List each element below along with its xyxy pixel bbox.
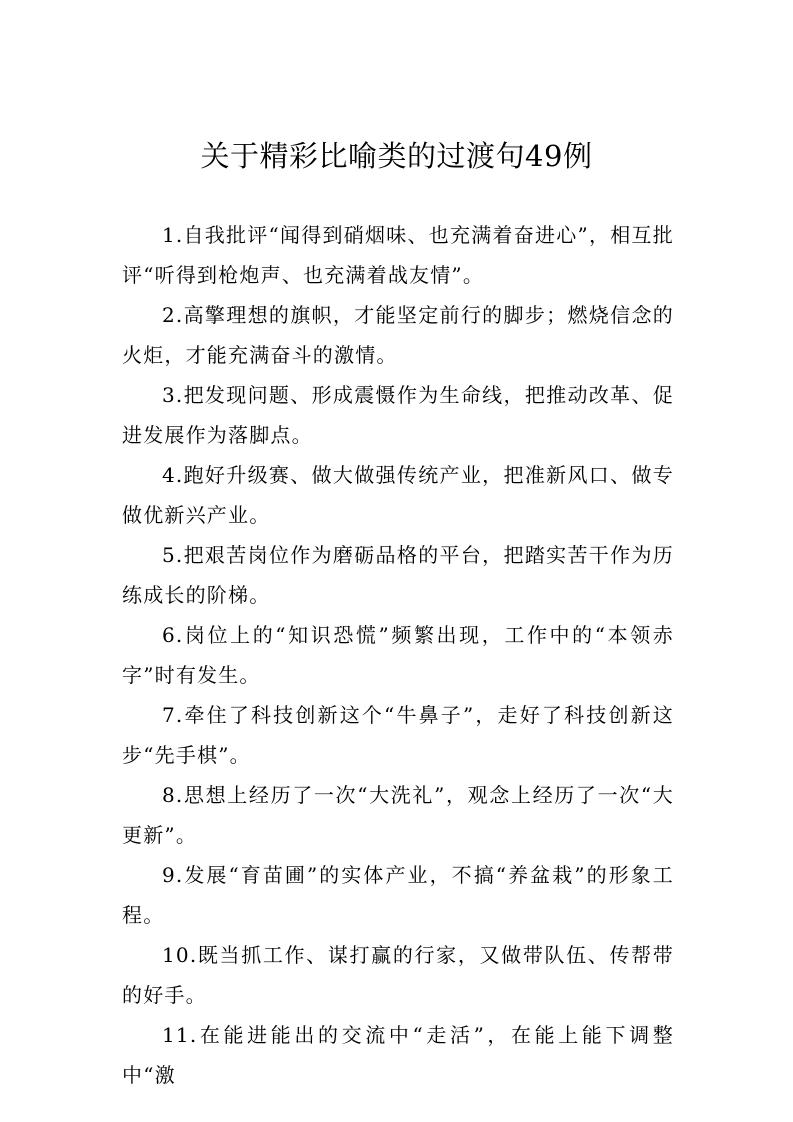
paragraph-9: 9.发展“育苗圃”的实体产业，不搞“养盆栽”的形象工程。 [122,863,674,927]
paragraph-2: 2.高擎理想的旗帜，才能坚定前行的脚步；燃烧信念的火炬，才能充满奋斗的激情。 [122,303,674,367]
document-title: 关于精彩比喻类的过渡句49例 [200,139,593,173]
paragraph-3: 3.把发现问题、形成震慑作为生命线，把推动改革、促进发展作为落脚点。 [122,383,674,447]
paragraph-6: 6.岗位上的“知识恐慌”频繁出现，工作中的“本领赤字”时有发生。 [122,623,674,687]
paragraph-10: 10.既当抓工作、谋打赢的行家，又做带队伍、传帮带的好手。 [122,943,674,1007]
paragraph-5: 5.把艰苦岗位作为磨砺品格的平台，把踏实苦干作为历练成长的阶梯。 [122,543,674,607]
paragraph-4: 4.跑好升级赛、做大做强传统产业，把准新风口、做专做优新兴产业。 [122,463,674,527]
paragraph-11: 11.在能进能出的交流中“走活”，在能上能下调整中“激 [122,1023,674,1087]
paragraph-8: 8.思想上经历了一次“大洗礼”，观念上经历了一次“大更新”。 [122,783,674,847]
paragraph-7: 7.牵住了科技创新这个“牛鼻子”，走好了科技创新这步“先手棋”。 [122,703,674,767]
document-body [122,215,674,1095]
paragraph-1: 1.自我批评“闻得到硝烟味、也充满着奋进心”，相互批评“听得到枪炮声、也充满着战友情”。 [122,223,674,287]
